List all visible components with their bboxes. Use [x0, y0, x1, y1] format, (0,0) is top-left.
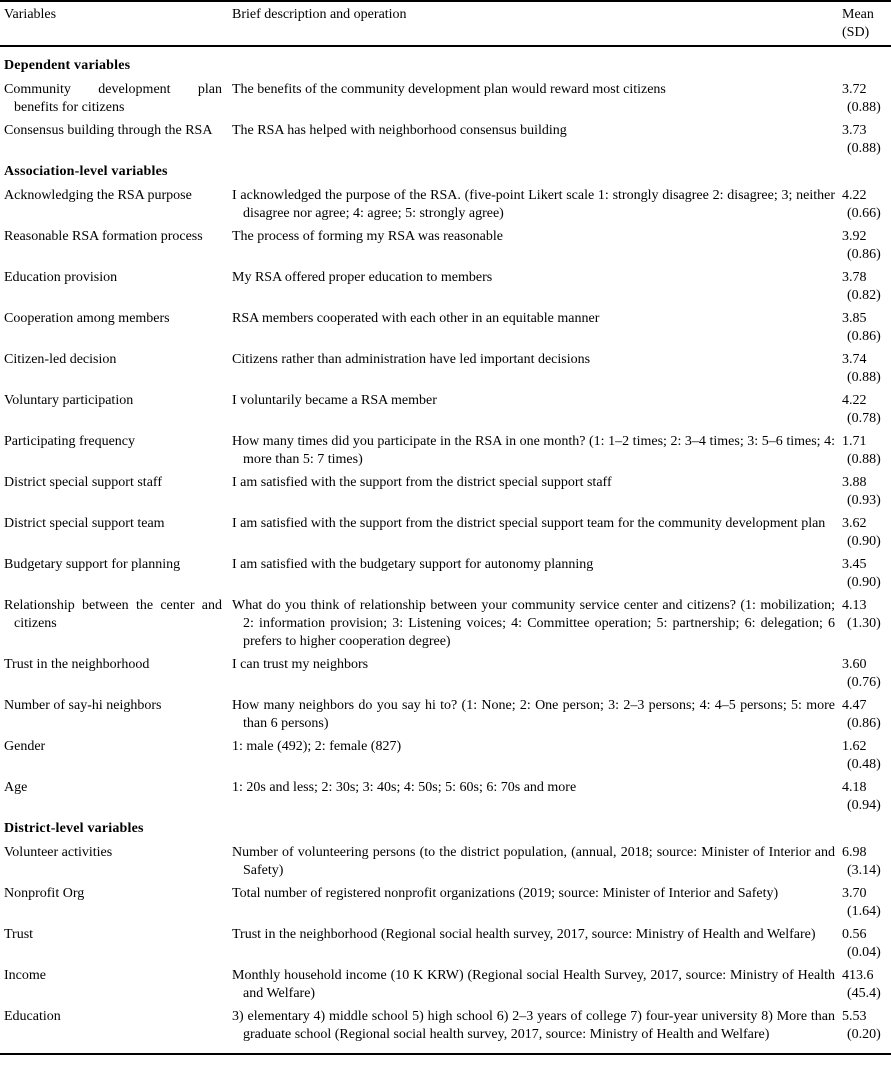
variable-description: I am satisfied with the budgetary support for autonomy planning	[232, 557, 594, 572]
variable-name: Number of say-hi neighbors	[4, 698, 162, 713]
variable-name: Reasonable RSA formation process	[4, 229, 203, 244]
mean-value: 1.62	[842, 739, 867, 754]
variable-description: The RSA has helped with neighborhood consensus building	[232, 123, 567, 138]
mean-sd-cell	[842, 779, 891, 815]
sd-value: (1.30)	[847, 616, 881, 631]
sd-value: (0.86)	[847, 716, 881, 731]
sd-value: (0.93)	[847, 493, 881, 508]
sd-value: (0.86)	[847, 247, 881, 262]
variable-description: I voluntarily became a RSA member	[232, 393, 437, 408]
mean-value: 3.74	[842, 352, 867, 367]
variable-name: Participating frequency	[4, 434, 136, 449]
mean-sd-cell	[842, 187, 891, 223]
variable-description: What do you think of relationship between your community service center and citizens? (1: mobilization; 2: information provision; 3: Listening voices; 4: Committee operation; 5: partnership; 6: delegation; 6 prefers to higher cooperation degree)	[232, 598, 835, 649]
sd-value: (0.20)	[847, 1027, 881, 1042]
mean-sd-cell	[842, 310, 891, 346]
variable-description: 3) elementary 4) middle school 5) high school 6) 2–3 years of college 7) four-year university 8) More than graduate school (Regional social health survey, 2017, source: Ministry of Health and Welfare)	[232, 1009, 835, 1042]
sd-value: (1.64)	[847, 904, 881, 919]
table-row	[0, 187, 891, 223]
variable-name: Education	[4, 1009, 61, 1024]
column-header-variables: Variables	[4, 7, 57, 22]
section-title: District-level variables	[4, 821, 144, 836]
mean-value: 3.62	[842, 516, 867, 531]
variable-name: Consensus building through the RSA	[4, 123, 213, 138]
mean-sd-cell	[842, 656, 891, 692]
sd-value: (3.14)	[847, 863, 881, 878]
variable-name: Acknowledging the RSA purpose	[4, 188, 192, 203]
sd-value: (0.88)	[847, 370, 881, 385]
mean-sd-cell	[842, 926, 891, 962]
variable-name: Education provision	[4, 270, 118, 285]
mean-value: 3.72	[842, 82, 867, 97]
mean-sd-cell	[842, 597, 891, 651]
mean-sd-cell	[842, 515, 891, 551]
sd-value: (0.78)	[847, 411, 881, 426]
table-row	[0, 310, 891, 346]
mean-value: 6.98	[842, 845, 867, 860]
sd-value: (0.66)	[847, 206, 881, 221]
table-row	[0, 926, 891, 962]
variable-name: Income	[4, 968, 46, 983]
table-row	[0, 228, 891, 264]
table-row	[0, 81, 891, 117]
variable-name: Trust in the neighborhood	[4, 657, 150, 672]
mean-value: 413.6	[842, 968, 874, 983]
sd-value: (0.88)	[847, 452, 881, 467]
variable-name: Trust	[4, 927, 34, 942]
table-header-row	[0, 2, 891, 47]
table-row	[0, 656, 891, 692]
mean-value: 1.71	[842, 434, 867, 449]
variable-name: Citizen-led decision	[4, 352, 117, 367]
mean-sd-cell	[842, 885, 891, 921]
variable-name: Cooperation among members	[4, 311, 170, 326]
table-row	[0, 597, 891, 651]
column-header-mean-sd	[842, 6, 891, 42]
mean-sd-cell	[842, 81, 891, 117]
variable-name: District special support team	[4, 516, 165, 531]
mean-value: 3.73	[842, 123, 867, 138]
mean-sd-cell	[842, 556, 891, 592]
variable-name: District special support staff	[4, 475, 162, 490]
table-row	[0, 474, 891, 510]
table-row	[0, 269, 891, 305]
mean-sd-cell	[842, 844, 891, 880]
variable-name: Age	[4, 780, 28, 795]
variable-description: Total number of registered nonprofit organizations (2019; source: Minister of Interior and Safety)	[232, 886, 779, 901]
table-row	[0, 556, 891, 592]
variable-description: Monthly household income (10 K KRW) (Regional social Health Survey, 2017, source: Ministry of Health and Welfare)	[232, 968, 835, 1001]
mean-sd-cell	[842, 697, 891, 733]
sd-value: (0.90)	[847, 534, 881, 549]
mean-value: 3.70	[842, 886, 867, 901]
mean-sd-cell	[842, 351, 891, 387]
variable-description: The benefits of the community development plan would reward most citizens	[232, 82, 666, 97]
mean-value: 4.18	[842, 780, 867, 795]
variable-name: Voluntary participation	[4, 393, 134, 408]
section-title: Association-level variables	[4, 164, 168, 179]
sd-value: (0.94)	[847, 798, 881, 813]
mean-value: 3.45	[842, 557, 867, 572]
section-title: Dependent variables	[4, 58, 131, 73]
column-header-mean: Mean	[842, 7, 874, 22]
table-row	[0, 738, 891, 774]
variable-name: Nonprofit Org	[4, 886, 85, 901]
sd-value: (45.4)	[847, 986, 881, 1001]
sd-value: (0.48)	[847, 757, 881, 772]
variable-description: Trust in the neighborhood (Regional social health survey, 2017, source: Ministry of Health and Welfare)	[232, 927, 816, 942]
mean-value: 3.78	[842, 270, 867, 285]
mean-sd-cell	[842, 474, 891, 510]
table-row	[0, 697, 891, 733]
variable-description: My RSA offered proper education to members	[232, 270, 493, 285]
mean-value: 0.56	[842, 927, 867, 942]
variable-description: 1: male (492); 2: female (827)	[232, 739, 402, 754]
mean-value: 4.13	[842, 598, 867, 613]
table-row	[0, 967, 891, 1003]
mean-value: 3.92	[842, 229, 867, 244]
mean-sd-cell	[842, 392, 891, 428]
sd-value: (0.82)	[847, 288, 881, 303]
table-row	[0, 515, 891, 551]
variable-name: Gender	[4, 739, 46, 754]
table-row	[0, 779, 891, 815]
variable-description: Citizens rather than administration have led important decisions	[232, 352, 591, 367]
table-body	[0, 47, 891, 1053]
table-row	[0, 844, 891, 880]
variable-description: The process of forming my RSA was reasonable	[232, 229, 503, 244]
sd-value: (0.86)	[847, 329, 881, 344]
sd-value: (0.88)	[847, 141, 881, 156]
variable-description: I can trust my neighbors	[232, 657, 369, 672]
column-header-sd: (SD)	[842, 25, 870, 40]
variable-description: Number of volunteering persons (to the district population, (annual, 2018; source: Minister of Interior and Safety)	[232, 845, 835, 878]
mean-sd-cell	[842, 122, 891, 158]
mean-sd-cell	[842, 269, 891, 305]
table-row	[0, 122, 891, 158]
mean-value: 4.22	[842, 393, 867, 408]
variable-description: I acknowledged the purpose of the RSA. (five-point Likert scale 1: strongly disagree 2: disagree; 3; neither disagree nor agree; 4: agree; 5: strongly agree)	[232, 188, 835, 221]
variable-description: RSA members cooperated with each other in an equitable manner	[232, 311, 600, 326]
sd-value: (0.90)	[847, 575, 881, 590]
variable-description: I am satisfied with the support from the district special support staff	[232, 475, 612, 490]
variable-description: 1: 20s and less; 2: 30s; 3: 40s; 4: 50s; 5: 60s; 6: 70s and more	[232, 780, 577, 795]
variable-name: Relationship between the center and citizens	[4, 598, 222, 631]
variable-description: How many times did you participate in the RSA in one month? (1: 1–2 times; 2: 3–4 times; 3: 5–6 times; 4: more than 5: 7 times)	[232, 434, 835, 467]
variable-name: Volunteer activities	[4, 845, 113, 860]
sd-value: (0.76)	[847, 675, 881, 690]
mean-value: 4.22	[842, 188, 867, 203]
table-row	[0, 392, 891, 428]
table-row	[0, 351, 891, 387]
variable-description: I am satisfied with the support from the district special support team for the community development plan	[232, 516, 826, 531]
sd-value: (0.04)	[847, 945, 881, 960]
mean-sd-cell	[842, 433, 891, 469]
mean-value: 3.88	[842, 475, 867, 490]
mean-sd-cell	[842, 967, 891, 1003]
mean-value: 3.85	[842, 311, 867, 326]
column-header-description: Brief description and operation	[232, 7, 407, 22]
variable-description: How many neighbors do you say hi to? (1: None; 2: One person; 3: 2–3 persons; 4: 4–5 persons; 5: more than 6 persons)	[232, 698, 835, 731]
mean-value: 4.47	[842, 698, 867, 713]
mean-value: 5.53	[842, 1009, 867, 1024]
mean-sd-cell	[842, 1008, 891, 1044]
variable-name: Budgetary support for planning	[4, 557, 181, 572]
table-row	[0, 1008, 891, 1044]
mean-sd-cell	[842, 228, 891, 264]
sd-value: (0.88)	[847, 100, 881, 115]
mean-value: 3.60	[842, 657, 867, 672]
variable-name: Community development plan benefits for citizens	[4, 82, 222, 115]
table-row	[0, 433, 891, 469]
table-row	[0, 885, 891, 921]
mean-sd-cell	[842, 738, 891, 774]
